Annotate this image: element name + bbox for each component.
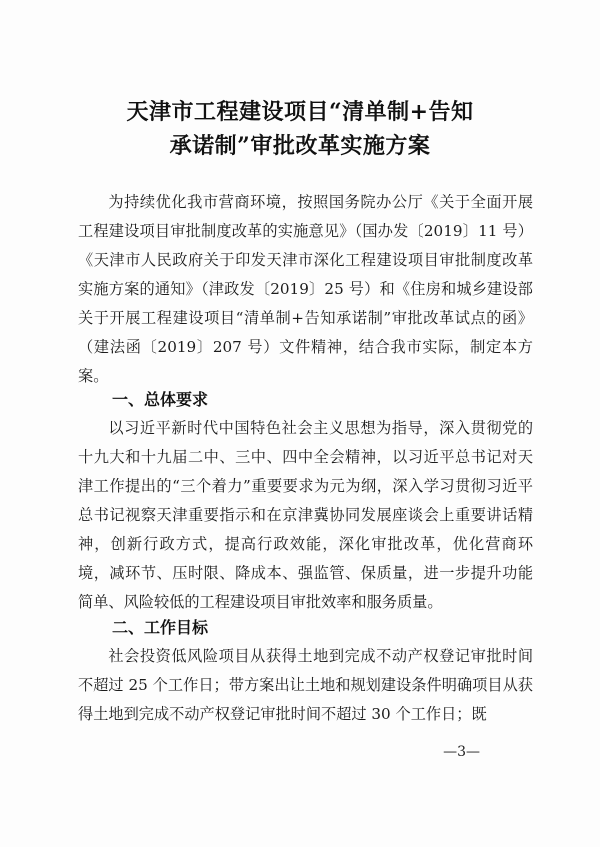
section-heading-general-requirements: 一、总体要求 [112, 390, 209, 409]
work-goals-paragraph: 社会投资低风险项目从获得土地到完成不动产权登记审批时间不超过 25 个工作日；带方案出让土地和规划建设条件明确项目从获得土地到完成不动产权登记审批时间不超过 30 个工作日；既 [78, 647, 533, 723]
section-heading-work-goals: 二、工作目标 [112, 618, 209, 637]
document-title-line-1: 天津市工程建设项目“清单制+告知 [126, 99, 474, 125]
general-requirements-paragraph: 以习近平新时代中国特色社会主义思想为指导，深入贯彻党的十九大和十九届二中、三中、四中全会精神，以习近平总书记对天津工作提出的“三个着力”重要要求为元为纲，深入学习贯彻习近平总书记视察天津重要指示和在京津冀协同发展座谈会上重要讲话精神，创新行政方式，提高行政效能，深化审批改革，优化营商环境，减环节、压时限、降成本、强监管、保质量，进一步提升功能简单、风险较低的工程建设项目审批效率和服务质量。 [78, 419, 533, 611]
page-number: —3— [443, 744, 480, 760]
intro-paragraph: 为持续优化我市营商环境，按照国务院办公厅《关于全面开展工程建设项目审批制度改革的实施意见》（国办发〔2019〕11 号）《天津市人民政府关于印发天津市深化工程建设项目审批制度改革实施方案的通知》（津政发〔2019〕25 号）和《住房和城乡建设部关于开展工程建设项目“清单制+告知承诺制”审批改革试点的函》（建法函〔2019〕207 号）文件精神，结合我市实际，制定本方案。 [78, 193, 533, 385]
document-title-line-2: 承诺制”审批改革实施方案 [169, 133, 431, 159]
